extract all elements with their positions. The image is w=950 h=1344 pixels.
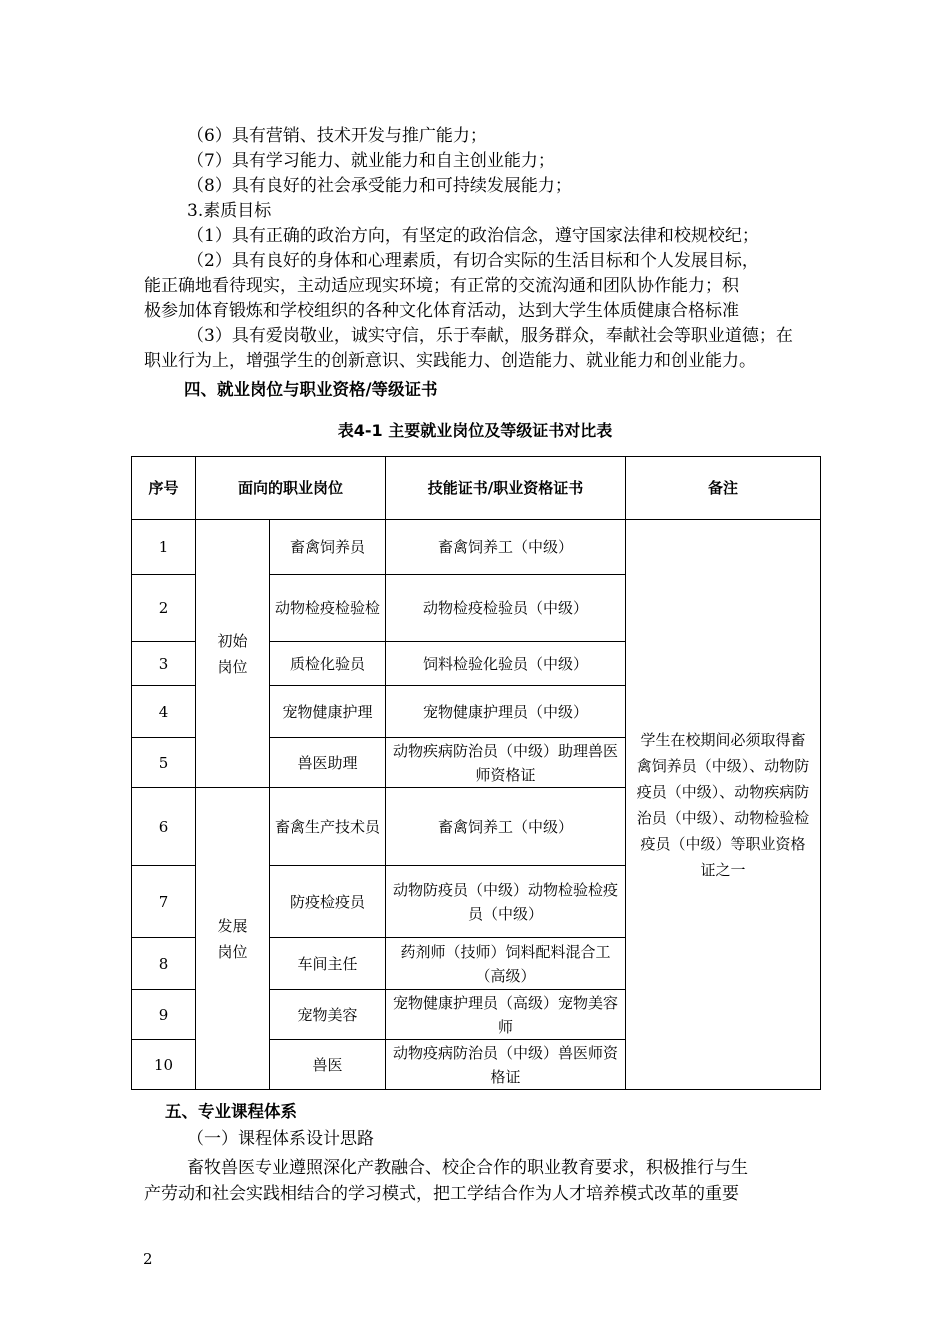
- row-no: 9: [132, 990, 196, 1040]
- row-no: 1: [132, 520, 196, 575]
- row-cert: 动物检疫检验员（中级）: [386, 575, 626, 642]
- page-number: 2: [143, 1250, 153, 1268]
- quality-item-3-line1: （3）具有爱岗敬业，诚实守信，乐于奉献，服务群众，奉献社会等职业道德；在: [187, 326, 793, 346]
- table-header-row: [132, 457, 821, 520]
- jobs-certificates-table: [131, 456, 821, 1090]
- subsection-heading: （一）课程体系设计思路: [187, 1129, 374, 1149]
- note-cell: 学生在校期间必须取得畜禽饲养员（中级）、动物防疫员（中级）、动物疾病防治员（中级）、动物检验检疫员（中级）等职业资格证之一: [626, 520, 821, 1090]
- quality-item-2-line2: 能正确地看待现实，主动适应现实环境；有正常的交流沟通和团队协作能力；积: [144, 276, 739, 296]
- row-cert: 宠物健康护理员（中级）: [386, 686, 626, 738]
- section-5-heading: 五、专业课程体系: [165, 1102, 297, 1121]
- row-post: 兽医: [270, 1040, 386, 1090]
- row-cert: 宠物健康护理员（高级）宠物美容师: [386, 990, 626, 1040]
- row-post: 动物检疫检验检: [270, 575, 386, 642]
- quality-item-1: （1）具有正确的政治方向，有坚定的政治信念，遵守国家法律和校规校纪；: [187, 226, 759, 246]
- ability-item-6: （6）具有营销、技术开发与推广能力；: [187, 126, 487, 146]
- row-post: 质检化验员: [270, 642, 386, 686]
- row-no: 3: [132, 642, 196, 686]
- row-post: 畜禽饲养员: [270, 520, 386, 575]
- row-no: 6: [132, 788, 196, 866]
- group-development-post: 发展岗位: [196, 788, 270, 1090]
- row-cert: 动物防疫员（中级）动物检验检疫员（中级）: [386, 866, 626, 938]
- row-cert: 畜禽饲养工（中级）: [386, 788, 626, 866]
- header-no: 序号: [132, 457, 196, 520]
- row-cert: 动物疫病防治员（中级）兽医师资格证: [386, 1040, 626, 1090]
- row-no: 5: [132, 738, 196, 788]
- row-post: 兽医助理: [270, 738, 386, 788]
- table-row: [132, 520, 821, 575]
- row-post: 畜禽生产技术员: [270, 788, 386, 866]
- row-cert: 药剂师（技师）饲料配料混合工（高级）: [386, 938, 626, 990]
- row-no: 4: [132, 686, 196, 738]
- body-paragraph-line2: 产劳动和社会实践相结合的学习模式，把工学结合作为人才培养模式改革的重要: [144, 1184, 739, 1204]
- row-no: 8: [132, 938, 196, 990]
- group-initial-post: 初始岗位: [196, 520, 270, 788]
- body-paragraph-line1: 畜牧兽医专业遵照深化产教融合、校企合作的职业教育要求，积极推行与生: [187, 1158, 748, 1178]
- header-cert: 技能证书/职业资格证书: [386, 457, 626, 520]
- row-post: 宠物美容: [270, 990, 386, 1040]
- row-post: 车间主任: [270, 938, 386, 990]
- header-post: 面向的职业岗位: [196, 457, 386, 520]
- quality-item-2-line3: 极参加体育锻炼和学校组织的各种文化体育活动，达到大学生体质健康合格标准: [144, 301, 739, 321]
- row-post: 防疫检疫员: [270, 866, 386, 938]
- row-cert: 饲料检验化验员（中级）: [386, 642, 626, 686]
- row-post: 宠物健康护理: [270, 686, 386, 738]
- section-4-heading: 四、就业岗位与职业资格/等级证书: [184, 380, 438, 399]
- row-no: 7: [132, 866, 196, 938]
- ability-item-7: （7）具有学习能力、就业能力和自主创业能力；: [187, 151, 555, 171]
- ability-item-8: （8）具有良好的社会承受能力和可持续发展能力；: [187, 176, 572, 196]
- quality-goal-heading: 3.素质目标: [187, 201, 272, 221]
- row-no: 10: [132, 1040, 196, 1090]
- row-cert: 动物疾病防治员（中级）助理兽医师资格证: [386, 738, 626, 788]
- table-caption: 表4-1 主要就业岗位及等级证书对比表: [337, 421, 613, 440]
- quality-item-3-line2: 职业行为上，增强学生的创新意识、实践能力、创造能力、就业能力和创业能力。: [144, 351, 756, 371]
- header-note: 备注: [626, 457, 821, 520]
- quality-item-2-line1: （2）具有良好的身体和心理素质，有切合实际的生活目标和个人发展目标，: [187, 251, 759, 271]
- row-cert: 畜禽饲养工（中级）: [386, 520, 626, 575]
- row-no: 2: [132, 575, 196, 642]
